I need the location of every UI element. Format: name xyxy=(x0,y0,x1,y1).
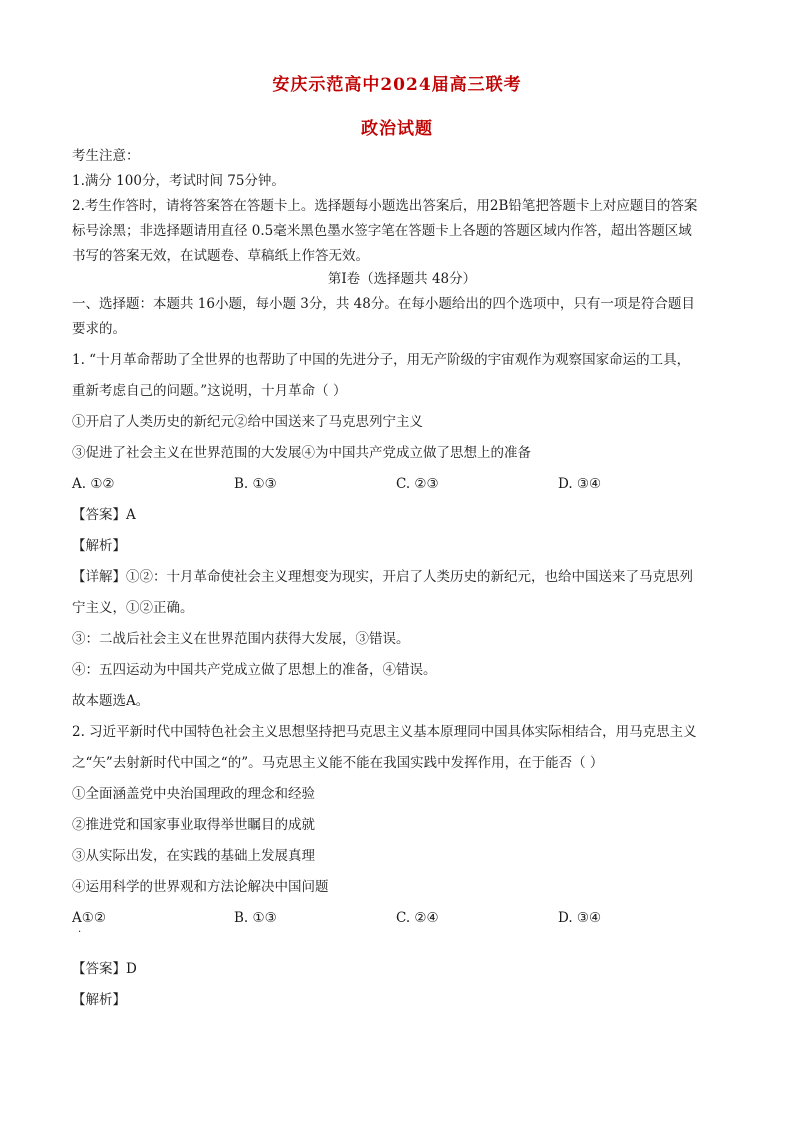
q2-analysis-label: 【解析】 xyxy=(72,992,126,1008)
notice-item-2-line-1: 2.考生作答时，请将答案答在答题卡上。选择题每小题选出答案后，用2B铅笔把答题卡上对应题目的答案 xyxy=(72,198,698,214)
q1-detail-line-2: 宁主义，①②正确。 xyxy=(72,600,194,616)
q2-choice-4: ④运用科学的世界观和方法论解决中国问题 xyxy=(72,879,329,895)
document-body xyxy=(72,146,732,1010)
q1-option-a: A. ①② xyxy=(72,476,115,492)
notice-heading: 考生注意： xyxy=(72,148,140,164)
q1-option-c: C. ②③ xyxy=(396,476,439,492)
q1-options xyxy=(72,474,732,494)
q2-option-d: D. ③④ xyxy=(558,910,602,926)
q2-choice-1: ①全面涵盖党中央治国理政的理念和经验 xyxy=(72,786,315,802)
q2-choice-3: ③从实际出发，在实践的基础上发展真理 xyxy=(72,848,315,864)
notice-item-2-line-3: 书写的答案无效，在试题卷、草稿纸上作答无效。 xyxy=(72,248,369,264)
q1-choices-line-1: ①开启了人类历史的新纪元②给中国送来了马克思列宁主义 xyxy=(72,414,423,430)
q1-stem-line-1: 1. “十月革命帮助了全世界的也帮助了中国的先进分子，用无产阶级的宇宙观作为观察国家命运的工具， xyxy=(72,352,691,368)
q1-option-d: D. ③④ xyxy=(558,476,602,492)
q1-detail-line-4: ④：五四运动为中国共产党成立做了思想上的准备，④错误。 xyxy=(72,662,437,678)
q2-answer: 【答案】D xyxy=(72,961,137,977)
q1-analysis-label: 【解析】 xyxy=(72,538,126,554)
q2-stem-line-2: 之“矢”去射新时代中国之“的”。马克思主义能不能在我国实践中发挥作用，在于能否（ ） xyxy=(72,755,604,771)
section-intro-line-1: 一、选择题：本题共 16小题，每小题 3分，共 48分。在每小题给出的四个选项中，只有一项是符合题目 xyxy=(72,296,695,312)
q1-detail-line-1: 【详解】①②：十月革命使社会主义理想变为现实，开启了人类历史的新纪元，也给中国送来了马克思列 xyxy=(72,569,693,585)
q2-option-c: C. ②④ xyxy=(396,910,439,926)
notice-item-1: 1.满分 100分，考试时间 75分钟。 xyxy=(72,173,285,189)
q1-stem-line-2: 重新考虑自己的问题。”这说明，十月革命（ ） xyxy=(72,383,347,399)
q1-answer: 【答案】A xyxy=(72,507,136,523)
q2-choice-2: ②推进党和国家事业取得举世瞩目的成就 xyxy=(72,817,315,833)
q1-choices-line-2: ③促进了社会主义在世界范围的大发展④为中国共产党成立做了思想上的准备 xyxy=(72,445,531,461)
q1-conclusion: 故本题选A。 xyxy=(72,693,150,709)
q2-stem-line-1: 2. 习近平新时代中国特色社会主义思想坚持把马克思主义基本原理同中国具体实际相结合，用马克思主义 xyxy=(72,724,697,740)
q2-option-b: B. ①③ xyxy=(234,910,277,926)
stray-mark: · xyxy=(78,927,82,938)
notice-item-2-line-2: 标号涂黑；非选择题请用直径 0.5毫米黑色墨水签字笔在答题卡上各题的答题区域内作答，超出答题区域 xyxy=(72,223,692,239)
q1-detail-line-3: ③：二战后社会主义在世界范围内获得大发展，③错误。 xyxy=(72,631,410,647)
document-title: 安庆示范高中2024届高三联考 xyxy=(272,75,522,95)
q2-options xyxy=(72,908,732,928)
q1-option-b: B. ①③ xyxy=(234,476,277,492)
section-intro-line-2: 要求的。 xyxy=(72,321,126,337)
q2-option-a: A①② xyxy=(72,910,106,926)
document-subtitle: 政治试题 xyxy=(361,119,433,139)
section-title: 第Ⅰ卷（选择题共 48分） xyxy=(327,271,477,287)
